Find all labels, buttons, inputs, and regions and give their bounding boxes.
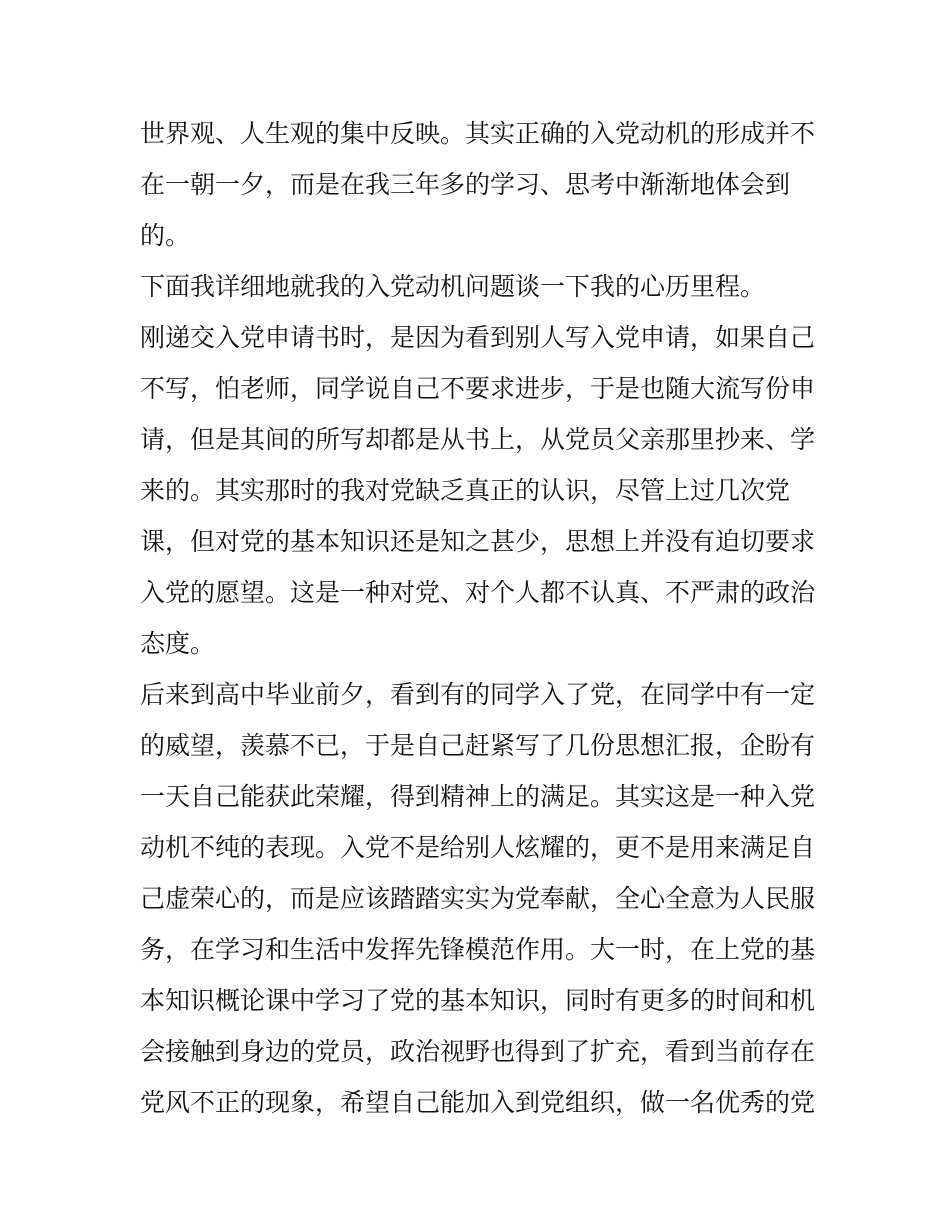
text-line: 入党的愿望。这是一种对党、对个人都不认真、不严肃的政治 — [140, 578, 816, 607]
text-line: 一天自己能获此荣耀，得到精神上的满足。其实这是一种入党 — [140, 782, 816, 811]
text-line: 课，但对党的基本知识还是知之甚少，思想上并没有迫切要求 — [140, 527, 816, 556]
text-line: 态度。 — [140, 629, 216, 658]
text-line: 后来到高中毕业前夕，看到有的同学入了党，在同学中有一定 — [140, 680, 816, 709]
text-line: 下面我详细地就我的入党动机问题谈一下我的心历里程。 — [140, 272, 766, 301]
text-line: 世界观、人生观的集中反映。其实正确的入党动机的形成并不 — [140, 119, 816, 148]
text-line: 己虚荣心的，而是应该踏踏实实为党奉献，全心全意为人民服 — [140, 884, 816, 913]
text-line: 不写，怕老师，同学说自己不要求进步，于是也随大流写份申 — [140, 374, 816, 403]
text-line: 务，在学习和生活中发挥先锋模范作用。大一时，在上党的基 — [140, 935, 816, 964]
text-line: 本知识概论课中学习了党的基本知识，同时有更多的时间和机 — [140, 986, 816, 1015]
text-line: 来的。其实那时的我对党缺乏真正的认识，尽管上过几次党 — [140, 476, 791, 505]
text-line: 会接触到身边的党员，政治视野也得到了扩充，看到当前存在 — [140, 1037, 816, 1066]
text-line: 在一朝一夕，而是在我三年多的学习、思考中渐渐地体会到 — [140, 170, 791, 199]
document-body-text — [140, 108, 820, 1128]
text-line: 的。 — [140, 221, 191, 250]
text-line: 的威望，羡慕不已，于是自己赶紧写了几份思想汇报，企盼有 — [140, 731, 816, 760]
text-line: 刚递交入党申请书时，是因为看到别人写入党申请，如果自己 — [140, 323, 816, 352]
text-line: 党风不正的现象，希望自己能加入到党组织，做一名优秀的党 — [140, 1088, 816, 1117]
text-line: 动机不纯的表现。入党不是给别人炫耀的，更不是用来满足自 — [140, 833, 816, 862]
text-line: 请，但是其间的所写却都是从书上，从党员父亲那里抄来、学 — [140, 425, 816, 454]
